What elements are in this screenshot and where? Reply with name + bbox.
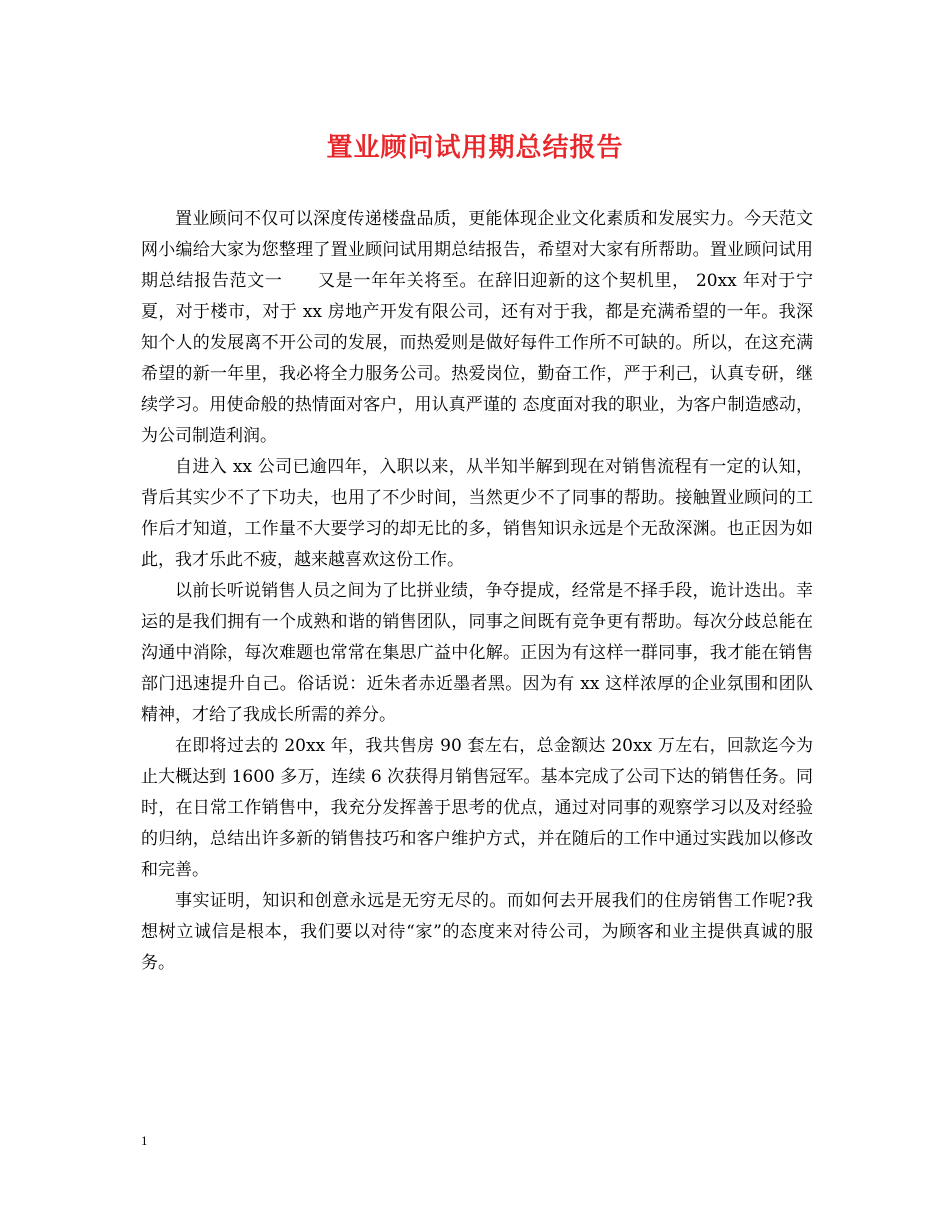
document-body — [141, 204, 813, 979]
document-title: 置业顾问试用期总结报告 — [326, 133, 624, 163]
paragraph-3: 以前长听说销售人员之间为了比拼业绩，争夺提成，经常是不择手段，诡计迭出。幸运的是我们拥有一个成熟和谐的销售团队，同事之间既有竞争更有帮助。每次分歧总能在沟通中消除，每次难题也常常在集思广益中化解。正因为有这样一群同事，我才能在销售部门迅速提升自己。俗话说：近朱者赤近墨者黑。因为有 xx 这样浓厚的企业氛围和团队精神，才给了我成长所需的养分。 — [141, 581, 813, 725]
paragraph-1: 置业顾问不仅可以深度传递楼盘品质，更能体现企业文化素质和发展实力。今天范文网小编给大家为您整理了置业顾问试用期总结报告，希望对大家有所帮助。置业顾问试用期总结报告范文一 又是一年年关将至。在辞旧迎新的这个契机里， 20xx 年对于宁夏，对于楼市，对于 xx 房地产开发有限公司，还有对于我，都是充满希望的一年。我深知个人的发展离不开公司的发展，而热爱则是做好每件工作所不可缺的。所以，在这充满希望的新一年里，我必将全力服务公司。热爱岗位，勤奋工作，严于利己，认真专研，继续学习。用使命般的热情面对客户，用认真严谨的 态度面对我的职业，为客户制造感动，为公司制造利润。 — [141, 209, 813, 446]
page-number: 1 — [141, 1133, 148, 1148]
paragraph-2: 自进入 xx 公司已逾四年，入职以来，从半知半解到现在对销售流程有一定的认知，背后其实少不了下功夫，也用了不少时间，当然更少不了同事的帮助。接触置业顾问的工作后才知道，工作量不大要学习的却无比的多，销售知识永远是个无敌深渊。也正因为如此，我才乐此不疲，越来越喜欢这份工作。 — [141, 457, 813, 570]
paragraph-4: 在即将过去的 20xx 年，我共售房 90 套左右，总金额达 20xx 万左右，回款迄今为止大概达到 1600 多万，连续 6 次获得月销售冠军。基本完成了公司下达的销售任务。同时，在日常工作销售中，我充分发挥善于思考的优点，通过对同事的观察学习以及对经验的归纳，总结出许多新的销售技巧和客户维护方式，并在随后的工作中通过实践加以修改和完善。 — [141, 736, 813, 880]
paragraph-5: 事实证明，知识和创意永远是无穷无尽的。而如何去开展我们的住房销售工作呢?我想树立诚信是根本，我们要以对待“家”的态度来对待公司，为顾客和业主提供真诚的服务。 — [141, 891, 813, 973]
